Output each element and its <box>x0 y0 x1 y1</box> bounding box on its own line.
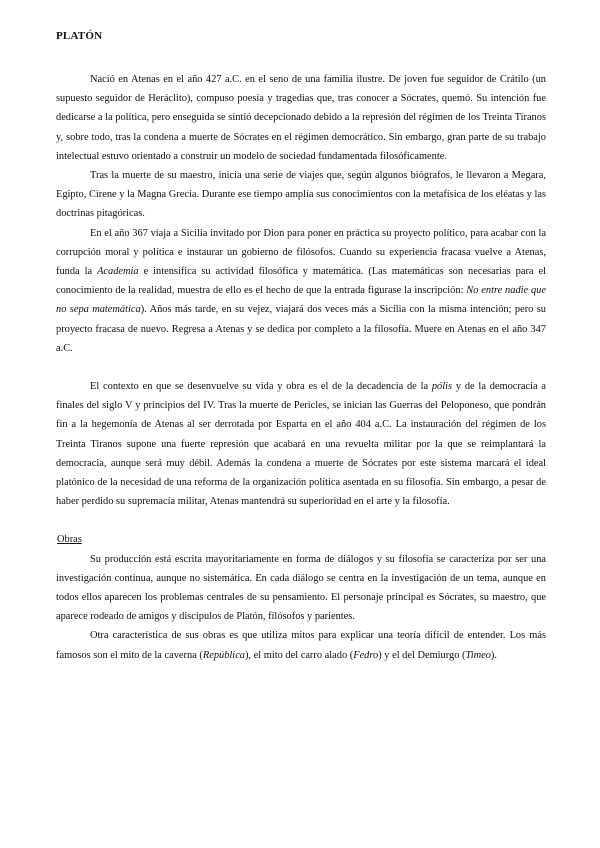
paragraph-biografia: Nació en Atenas en el año 427 a.C. en el seno de una familia ilustre. De joven fue seguidor de Crátilo (un supuesto seguidor de Heráclito), compuso poesía y tragedias que, tras conocer a Sócrates, quemó. Su intención fue dedicarse a la política, pero enseguida se sintió decepcionado debido a la represión del régimen de los Treinta Tiranos y, sobre todo, tras la condena a muerte de Sócrates en el régimen democrático. Sin embargo, gran parte de su trabajo intelectual estuvo orientado a construir un modelo de sociedad fundamentada filosóficamente. <box>56 74 546 162</box>
work-title-republica: República <box>202 649 246 661</box>
work-title-fedro: Fedro <box>353 649 379 661</box>
section-heading-obras: Obras <box>57 534 82 546</box>
polis-term: pólis <box>431 381 453 393</box>
paragraph-gap <box>56 511 546 530</box>
academia-term: Academia <box>97 266 139 278</box>
document-page <box>56 30 546 665</box>
paragraph-gap <box>56 358 546 377</box>
paragraph-sicilia: En el año 367 viaja a Sicilia invitado por Dion para poner en práctica su proyecto político, para acabar con la corrupción moral y política e instaurar un gobierno de filósofos. Cuando su experiencia fracasa vuelve a Atenas, funda la Academia e intensifica su actividad filosófica y matemática. (Las matemáticas son necesarias para el conocimiento de la realidad, muestra de ello es el hecho de que la entrada figurase la inscripción: No entre nadie que no sepa matemática). Años más tarde, en su vejez, viajará dos veces más a Sicilia con la misma intención; pero su proyecto fracasa de nuevo. Regresa a Atenas y se dedica por completo a la filosofía. Muere en Atenas en el año 347 a.C. <box>56 227 546 354</box>
paragraph-viajes: Tras la muerte de su maestro, inicia una serie de viajes que, según algunos biógrafos, le llevaron a Megara, Egipto, Cirene y la Magna Grecia. Durante ese tiempo amplía sus conocimientos con la metafísica de los eléatas y las doctrinas pitagóricas. <box>56 170 546 220</box>
paragraph-contexto: El contexto en que se desenvuelve su vida y obra es el de la decadencia de la pólis y de la democracia a finales del siglo V y principios del IV. Tras la muerte de Pericles, se inician las Guerras del Peloponeso, que pondrán fin a la hegemonía de Atenas al ser derrotada por Esparta en el año 404 a.C. La instauración del régimen de los Treinta Tiranos supone una fuerte represión que acabará en una revuelta militar por la que se reimplantará la democracia, aunque será muy débil. Además la condena a muerte de Sócrates por este sistema marcará el ideal platónico de la necesidad de una reforma de la organización política asentada en su filosofía. Sin embargo, a pesar de haber perdido su supremacía militar, Atenas mantendrá su superioridad en el arte y la filosofía. <box>56 381 546 508</box>
paragraph-mitos: Otra característica de sus obras es que utiliza mitos para explicar una teoría difícil de entender. Los más famosos son el mito de la caverna (República), el mito del carro alado (Fedro) y el del Demiurgo (Timeo). <box>56 630 546 661</box>
paragraph-produccion: Su producción está escrita mayoritariamente en forma de diálogos y su filosofía se caracteriza por ser una investigación continua, aunque no sistemática. En cada diálogo se centra en la investigación de un tema, aunque en todos ellos aparecen los problemas centrales de su pensamiento. El personaje principal es Sócrates, su maestro, que aparece rodeado de amigos y discípulos de Platón, filósofos y parientes. <box>56 553 546 623</box>
inscription-quote: No entre nadie que no sepa matemática <box>56 285 546 316</box>
work-title-timeo: Timeo <box>465 649 491 661</box>
document-title: PLATÓN <box>56 30 103 42</box>
